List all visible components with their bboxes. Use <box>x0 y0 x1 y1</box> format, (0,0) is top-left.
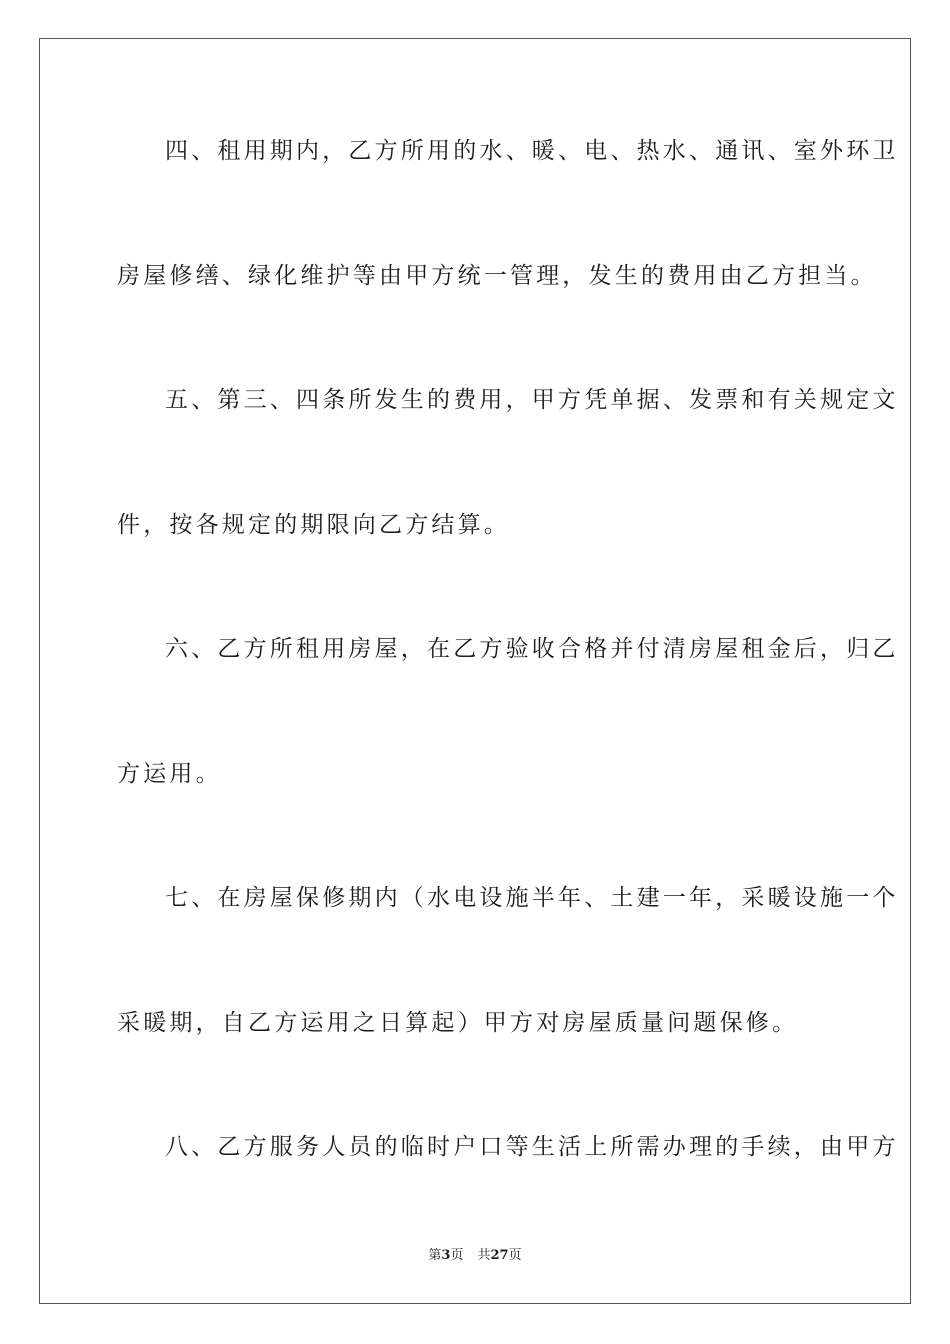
paragraph-5-line-1: 五、第三、四条所发生的费用，甲方凭单据、发票和有关规定文 <box>165 387 899 413</box>
paragraph-7-line-2: 采暖期，自乙方运用之日算起）甲方对房屋质量问题保修。 <box>117 1010 799 1036</box>
paragraph-6-line-1: 六、乙方所租用房屋，在乙方验收合格并付清房屋租金后，归乙 <box>165 636 899 662</box>
page-footer <box>0 1248 950 1264</box>
paragraph-7-line-1: 七、在房屋保修期内（水电设施半年、土建一年，采暖设施一个 <box>165 885 899 911</box>
total-suffix: 页 <box>508 1248 522 1263</box>
paragraph-8-line-1: 八、乙方服务人员的临时户口等生活上所需办理的手续，由甲方 <box>165 1134 899 1160</box>
paragraph-5-line-2: 件，按各规定的期限向乙方结算。 <box>117 512 510 538</box>
total-pages: 27 <box>490 1248 509 1263</box>
page-border <box>39 38 911 1304</box>
paragraph-4-line-1: 四、租用期内，乙方所用的水、暖、电、热水、通讯、室外环卫 <box>165 138 899 164</box>
paragraph-4-line-2: 房屋修缮、绿化维护等由甲方统一管理，发生的费用由乙方担当。 <box>117 263 877 289</box>
page-prefix: 第 <box>428 1248 442 1263</box>
page-suffix: 页 <box>450 1248 464 1263</box>
total-prefix: 共 <box>477 1248 491 1263</box>
page-number: 3 <box>441 1248 451 1263</box>
paragraph-6-line-2: 方运用。 <box>117 761 222 787</box>
